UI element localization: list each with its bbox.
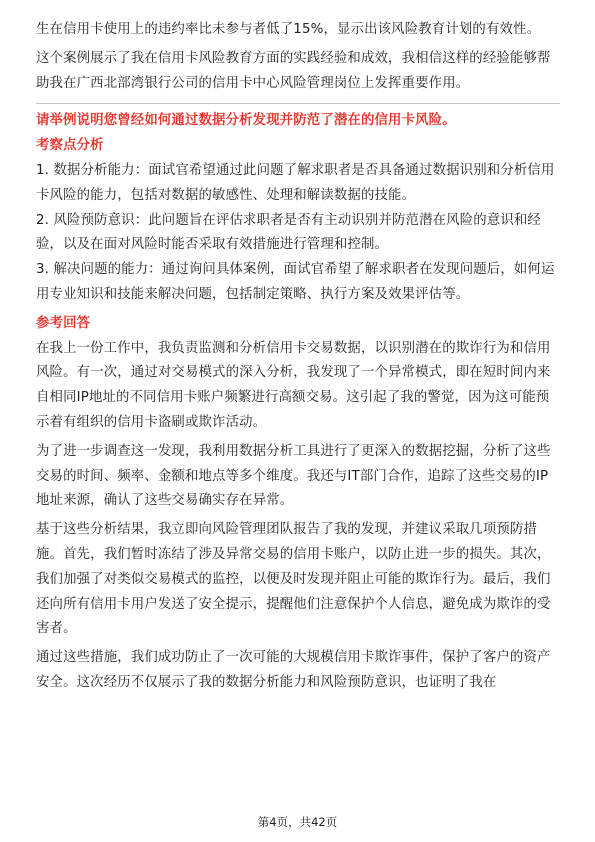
- analysis-point-3: 3. 解决问题的能力：通过询问具体案例，面试官希望了解求职者在发现问题后，如何运用专业知识和技能来解决问题，包括制定策略、执行方案及效果评估等。: [36, 262, 555, 302]
- answer-paragraph-3: 基于这些分析结果，我立即向风险管理团队报告了我的发现，并建议采取几项预防措施。首先，我们暂时冻结了涉及异常交易的信用卡账户，以防止进一步的损失。其次，我们加强了对类似交易模式的监控，以便及时发现并阻止可能的欺诈行为。最后，我们还向所有信用卡用户发送了安全提示，提醒他们注意保护个人信息，避免成为欺诈的受害者。: [36, 522, 551, 637]
- document-page: [36, 18, 560, 696]
- intro-paragraph-2: 这个案例展示了我在信用卡风险教育方面的实践经验和成效，我相信这样的经验能够帮助我在广西北部湾银行公司的信用卡中心风险管理岗位上发挥重要作用。: [36, 50, 551, 91]
- interview-question: 请举例说明您曾经如何通过数据分析发现并防范了潜在的信用卡风险。: [36, 113, 456, 129]
- page-footer: 第4页，共42页: [257, 815, 338, 829]
- analysis-point-1: 1. 数据分析能力：面试官希望通过此问题了解求职者是否具备通过数据识别和分析信用卡风险的能力，包括对数据的敏感性、处理和解读数据的技能。: [36, 162, 555, 203]
- analysis-point-2: 2. 风险预防意识：此问题旨在评估求职者是否有主动识别并防范潜在风险的意识和经验，以及在面对风险时能否采取有效措施进行管理和控制。: [36, 212, 541, 253]
- analysis-heading: 考察点分析: [36, 138, 104, 154]
- section-divider: [36, 103, 560, 104]
- answer-paragraph-1: 在我上一份工作中，我负责监测和分析信用卡交易数据，以识别潜在的欺诈行为和信用风险。有一次，通过对交易模式的深入分析，我发现了一个异常模式，即在短时间内来自相同IP地址的不同信用卡账户频繁进行高额交易。这引起了我的警觉，因为这可能预示着有组织的信用卡盗刷或欺诈活动。: [36, 340, 551, 430]
- answer-paragraph-4: 通过这些措施，我们成功防止了一次可能的大规模信用卡欺诈事件，保护了客户的资产安全。这次经历不仅展示了我的数据分析能力和风险预防意识，也证明了我在: [36, 650, 551, 690]
- answer-heading: 参考回答: [36, 315, 91, 331]
- intro-paragraph-1: 生在信用卡使用上的违约率比未参与者低了15%，显示出该风险教育计划的有效性。: [36, 22, 541, 37]
- answer-paragraph-2: 为了进一步调查这一发现，我利用数据分析工具进行了更深入的数据挖掘，分析了这些交易的时间、频率、金额和地点等多个维度。我还与IT部门合作，追踪了这些交易的IP地址来源，确认了这些交易确实存在异常。: [36, 443, 551, 509]
